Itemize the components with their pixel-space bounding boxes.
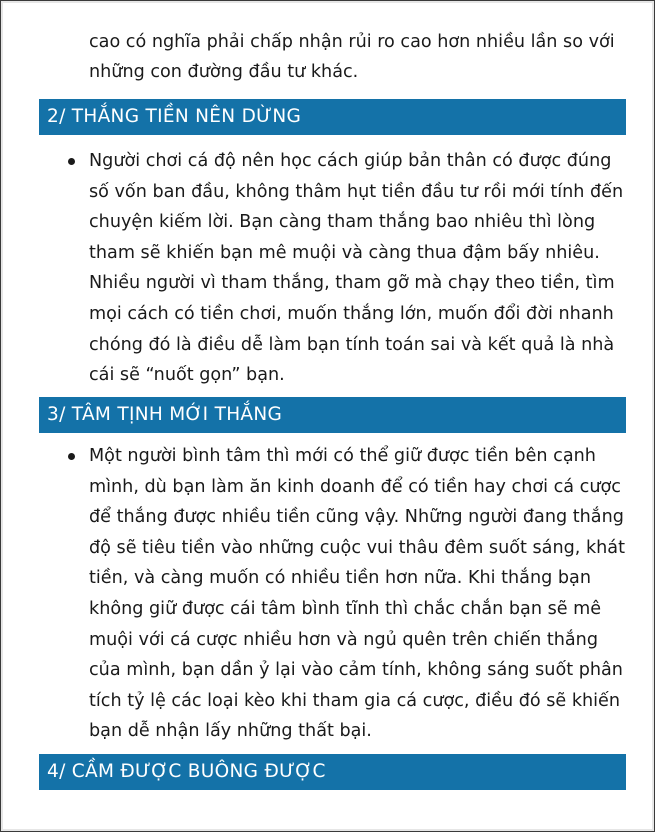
- intro-paragraph: cao có nghĩa phải chấp nhận rủi ro cao hơn nhiều lần so với những con đường đầu tư khác.: [89, 32, 615, 82]
- section-heading-3: 3/ TÂM TỊNH MỚI THẮNG: [39, 397, 626, 433]
- bullet-text: Một người bình tâm thì mới có thể giữ được tiền bên cạnh mình, dù bạn làm ăn kinh doanh để có tiền hay chơi cá cược để thắng được nhiều tiền cũng vậy. Những người đang thắng độ sẽ tiêu tiền vào những cuộc vui thâu đêm suốt sáng, khát tiền, và càng muốn có nhiều tiền hơn nữa. Khi thắng bạn không giữ được cái tâm bình tĩnh thì chắc chắn bạn sẽ mê muội với cá cược nhiều hơn và ngủ quên trên chiến thắng của mình, bạn dần ỷ lại vào cảm tính, không sáng suốt phân tích tỷ lệ các loại kèo khi tham gia cá cược, điều đó sẽ khiến bạn dễ nhận lấy những thất bại.: [89, 446, 625, 742]
- bullet-text: Người chơi cá độ nên học cách giúp bản thân có được đúng số vốn ban đầu, không thâm hụt tiền đầu tư rồi mới tính đến chuyện kiếm lời. Bạn càng tham thắng bao nhiêu thì lòng tham sẽ khiến bạn mê muội và càng thua đậm bấy nhiêu. Nhiều người vì tham thắng, tham gỡ mà chạy theo tiền, tìm mọi cách có tiền chơi, muốn thắng lớn, muốn đổi đời nhanh chóng đó là điều dễ làm bạn tính toán sai và kết quả là nhà cái sẽ “nuốt gọn” bạn.: [89, 151, 624, 386]
- bullet-dot-icon: [68, 158, 75, 165]
- section-heading-4: 4/ CẦM ĐƯỢC BUÔNG ĐƯỢC: [39, 754, 626, 790]
- bullet-item-section-3: [89, 441, 629, 747]
- bullet-dot-icon: [68, 453, 75, 460]
- bullet-item-section-2: [89, 146, 629, 391]
- section-heading-2: 2/ THẮNG TIỀN NÊN DỪNG: [39, 99, 626, 135]
